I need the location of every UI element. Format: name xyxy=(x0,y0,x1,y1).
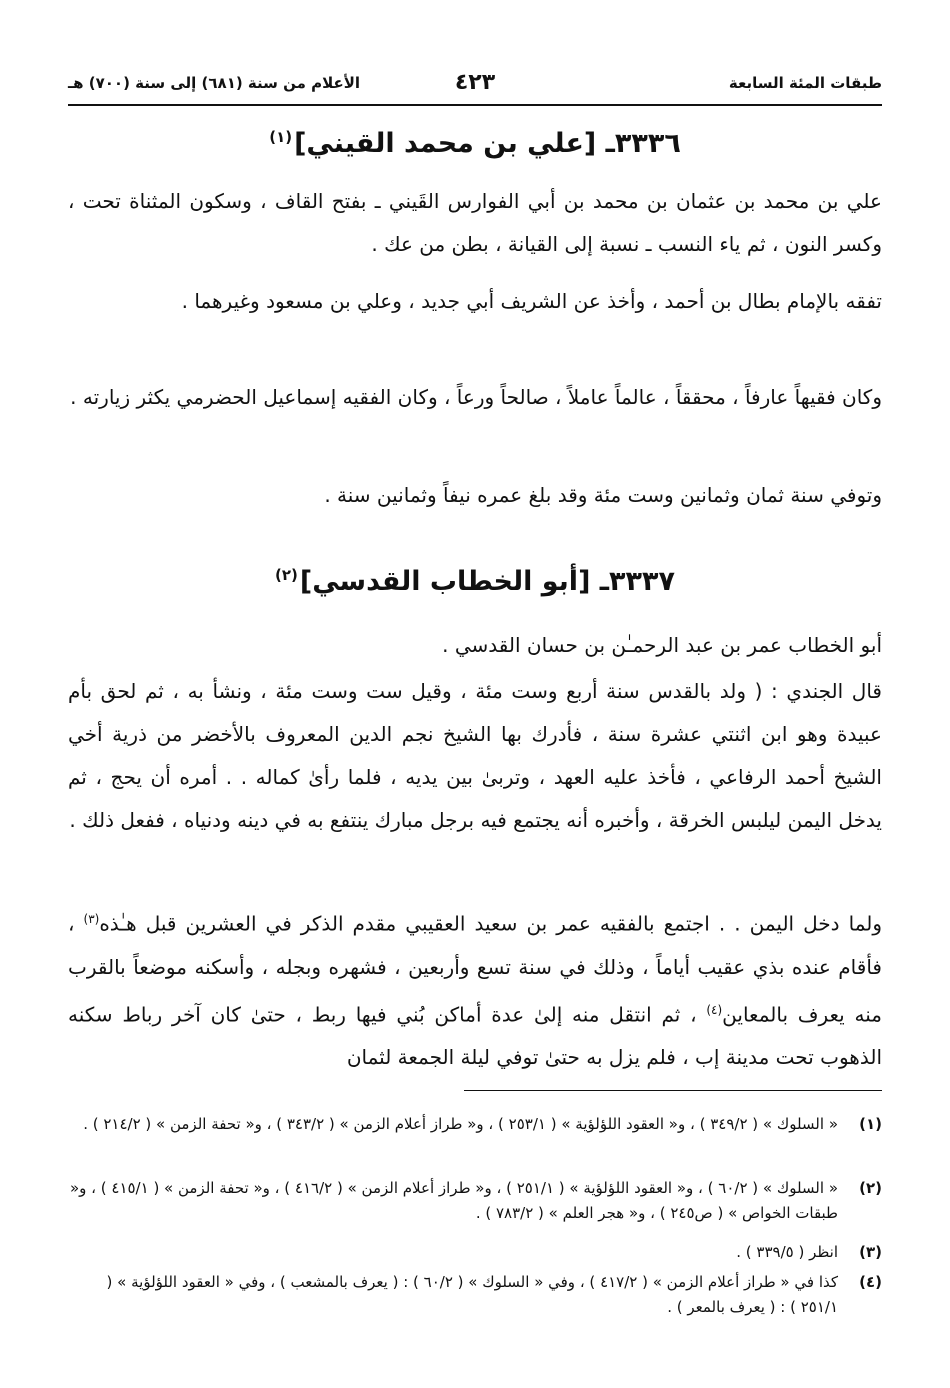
paragraph: قال الجندي : ( ولد بالقدس سنة أربع وست مئة ، وقيل ست وست مئة ، ونشأ به ، ثم لحق بأم عبيدة وهو ابن اثنتي عشرة سنة ، فأدرك بها الشيخ نجم الدين المعروف بالأخضر من ذرية أخي الشيخ أحمد الرفاعي ، فأخذ عليه العهد ، وتربىٰ بين يديه ، فلما رأىٰ كماله . . أمره أن يحج ، ثم يدخل اليمن ليلبس الخرقة ، وأخبره أنه يجتمع فيه برجل مبارك ينتفع به في دينه ودنياه ، ففعل ذلك . xyxy=(68,679,882,832)
book-section-title: طبقات المئة السابعة xyxy=(728,74,882,92)
paragraph-text: ولما دخل اليمن . . اجتمع بالفقيه عمر بن سعيد العقيبي مقدم الذكر في العشرين قبل هـٰذه xyxy=(99,911,883,936)
period-title: الأعلام من سنة (٦٨١) إلى سنة (٧٠٠) هـ xyxy=(68,74,361,92)
footnote-1 xyxy=(68,1112,882,1137)
footnote-ref: (٢) xyxy=(275,566,298,584)
footnote-ref: (٤) xyxy=(706,1002,723,1017)
entry-title-3337 xyxy=(68,566,882,597)
running-header xyxy=(68,70,882,104)
footnote-number: (٤) xyxy=(859,1273,882,1291)
paragraph: تفقه بالإمام بطال بن أحمد ، وأخذ عن الشريف أبي جديد ، وعلي بن مسعود وغيرهما . xyxy=(181,289,882,313)
paragraph: وكان فقيهاً عارفاً ، محققاً ، عالماً عاملاً ، صالحاً ورعاً ، وكان الفقيه إسماعيل الحضرمي يكثر زيارته . xyxy=(70,385,882,409)
footnote-divider xyxy=(464,1090,882,1091)
paragraph: وتوفي سنة ثمان وثمانين وست مئة وقد بلغ عمره نيفاً وثمانين سنة . xyxy=(324,483,882,507)
page-number: ٤٢٣ xyxy=(454,70,496,95)
paragraph xyxy=(68,898,882,1079)
footnote-number: (١) xyxy=(859,1115,882,1133)
paragraph-text: ، فأقام عنده بذي عقيب أياماً ، وذلك في سنة تسع وأربعين ، فشهره وبجله ، وأسكنه موضعاً بالقرب منه يعرف بالمعاين xyxy=(68,911,882,1027)
footnote-3 xyxy=(68,1240,882,1265)
footnote-ref: (٣) xyxy=(83,912,100,926)
footnote-text: « السلوك » ( ٦٠/٢ ) ، و« العقود اللؤلؤية » ( ٢٥١/١ ) ، و« طراز أعلام الزمن » ( ٤١٦/٢ ) ، و« تحفة الزمن » ( ٤١٥/١ ) ، و« طبقات الخواص » ( ص٢٤٥ ) ، و« هجر العلم » ( ٧٨٣/٢ ) . xyxy=(69,1179,838,1222)
footnote-text: انظر ( ٣٣٩/٥ ) . xyxy=(736,1243,838,1261)
entry-title-text: ٣٣٣٦ـ [علي بن محمد القيني] xyxy=(294,128,681,159)
footnote-ref: (١) xyxy=(269,128,293,146)
entry-title-text: ٣٣٣٧ـ [أبو الخطاب القدسي] xyxy=(299,566,675,597)
footnote-text: « السلوك » ( ٣٤٩/٢ ) ، و« العقود اللؤلؤية » ( ٢٥٣/١ ) ، و« طراز أعلام الزمن » ( ٣٤٣/٢ ) ، و« تحفة الزمن » ( ٢١٤/٢ ) . xyxy=(83,1115,838,1133)
entry-title-3336 xyxy=(68,128,882,159)
footnote-2 xyxy=(68,1176,882,1226)
footnote-text: كذا في « طراز أعلام الزمن » ( ٤١٧/٢ ) ، وفي « السلوك » ( ٦٠/٢ ) : ( يعرف بالمشعب ) ، وفي « العقود اللؤلؤية » ( ٢٥١/١ ) : ( يعرف بالمعر ) . xyxy=(106,1273,838,1316)
header-divider xyxy=(68,104,882,106)
paragraph-text: ، ثم انتقل منه إلىٰ عدة أماكن بُني فيها ربط ، حتىٰ كان آخر رباط سكنه الذهوب تحت مدينة إب ، فلم يزل به حتىٰ توفي ليلة الجمعة لثمان xyxy=(68,1002,882,1070)
footnote-number: (٢) xyxy=(859,1179,882,1197)
paragraph: أبو الخطاب عمر بن عبد الرحمـٰن بن حسان القدسي . xyxy=(442,633,882,657)
paragraph: علي بن محمد بن عثمان بن محمد بن أبي الفوارس القَيني ـ بفتح القاف ، وسكون المثناة تحت ، وكسر النون ، ثم ياء النسب ـ نسبة إلى القيانة ، بطن من عك . xyxy=(68,189,882,256)
footnote-number: (٣) xyxy=(859,1243,882,1261)
footnote-4 xyxy=(68,1270,882,1320)
